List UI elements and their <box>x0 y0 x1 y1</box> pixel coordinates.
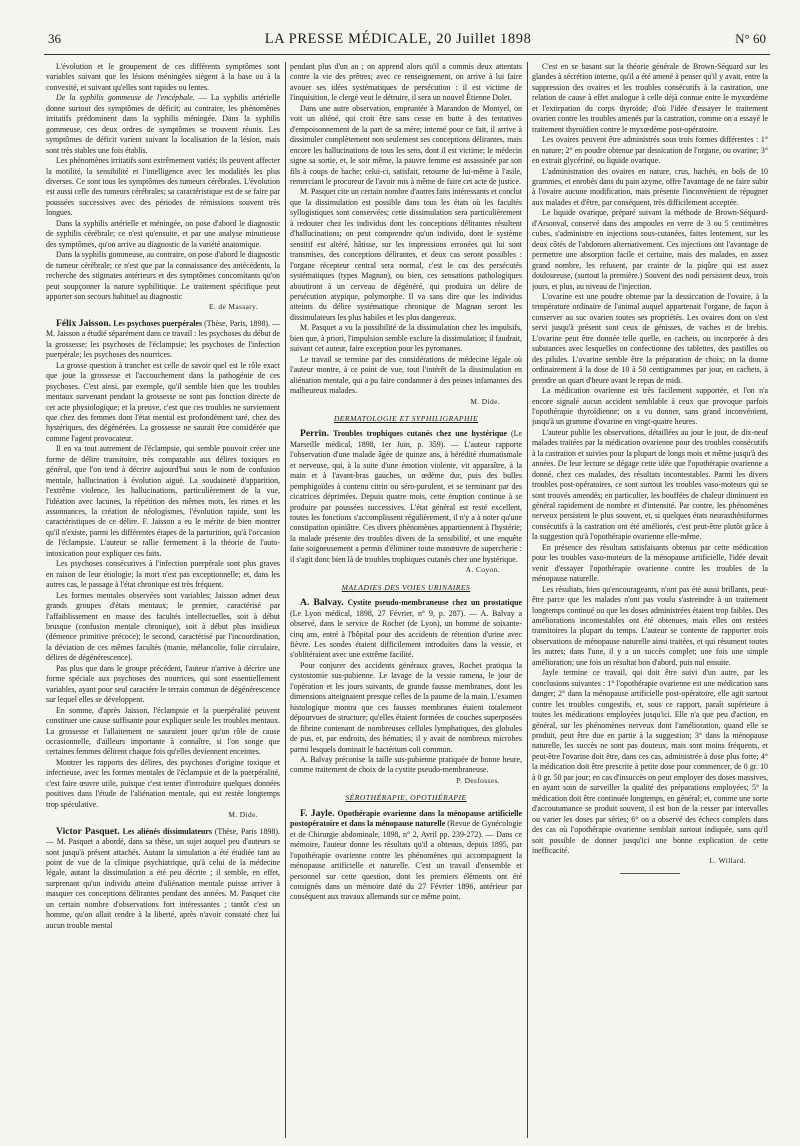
article-heading <box>290 598 522 661</box>
article-title: Troubles trophiques cutanés chez une hystérique <box>333 429 508 439</box>
article-title: Cystite pseudo-membraneuse chez un prostatique <box>347 598 522 608</box>
page-number: 36 <box>48 31 61 46</box>
article-heading <box>46 827 280 932</box>
paragraph: La grosse question à trancher est celle de savoir quel est le rôle exact que joue la grossesse et l'accouchement dans la pathogénie de ces psychoses. C'est ainsi, par exemple, qu'il semble bien que les troubles mentaux survenant pendant la grossesse ne sont pas fonction directe de cet acte physiologique; et la preuve, c'est que ces troubles ne surviennent que chez des femmes dont l'état mental est profondément taré, chez des hystériques, des dégénérées. La grossesse ne saurait être considérée que comme l'agent provocateur. <box>46 360 280 443</box>
paragraph: L'évolution et le groupement de ces différents symptômes sont variables suivant que les lésions méningées siègent à la base ou à la convexité, et suivant qu'elles sont rapides ou lentes. <box>46 62 280 92</box>
article-reference: (Revue de Gynécologie et de Chirurgie abdominale, 1898, n° 2, Avril pp. 239-272). — Dans ce mémoire, l'auteur donne les résultats qu'il a obtenus, depuis 1895, par l'opothérapie ovarienne contre les phénomènes qui accompagnent la ménopause artificielle et naturelle. C'est un travail d'ensemble et personnel sur cette question, dont les premiers éléments ont été consignés dans un mémoire daté du 27 Février 1896, antérieur par conséquent aux travaux allemands sur ce même point. <box>290 819 522 902</box>
signature: L. Willard. <box>709 856 746 866</box>
paragraph: Les résultats, bien qu'encourageants, n'ont pas été aussi brillants, peut-être parce que les malades n'ont pas voulu s'astreindre à un traitement longtemps continué ou que les doses administrées étaient trop faibles. Des améliorations incontestables ont été obtenues, mais elles ont restées transitoires la plupart du temps. L'auteur se contente de rapporter trois observations de ménopause naturelle ainsi traitées, et qui résument toutes les autres; dans l'une, il y a un succès complet; une fois une simple amélioration; une fois un résultat bon d'abord, puis nul ensuite. <box>532 584 768 667</box>
signature: P. Desfosses. <box>456 775 500 785</box>
paragraph: Les psychoses consécutives à l'infection puerpérale sont plus graves en raison de leur étiologie; la mort n'est pas exceptionnelle; et, dans les autres cas, le passage à l'état chronique est très fréquent. <box>46 559 280 590</box>
paragraph: L'auteur publie les observations, détaillées au jour le jour, de dix-neuf malades traitées par la médication ovarienne pour des troubles consécutifs à la castration et suivies pour la plupart de longs mois et même jusqu'à des années. De leur lecture se dégage cette idée que l'opothérapie ovarienne a donné, chez ces malades, des résultats incontestables. Parmi les divers troubles post-opératoires, ce sont surtout les troubles vaso-moteurs qui se sont trouvés amendés; en particulier, les bouffées de chaleur diminuent en général rapidement de nombre et d'intensité. Par contre, les phénomènes nerveux persistent le plus souvent, et, si quelques états neurasthéniformes consécutifs à la castration ont été améliorés, c'est peut-être plutôt grâce à la suggestion qu'à l'opothérapie ovarienne elle-même. <box>532 427 768 542</box>
signature: M. Dide. <box>470 396 500 406</box>
paragraph-text: — La syphilis artérielle donne surtout des symptômes de déficit; au contraire, les phénomènes irritatifs prédominent dans la syphilis méningée. Dans la syphilis gommeuse, ces deux ordres de symptômes se trouvent réunis. Les symptômes de déficit varient suivant la localisation de la lésion, mais sont très stables une fois établis. <box>46 93 280 155</box>
paragraph: Jayle termine ce travail, qui doit être suivi d'un autre, par les conclusions suivantes : 1° l'opothérapie ovarienne est une médication sans danger; 2° dans la ménopause artificielle post-opératoire, elle agit surtout contre les troubles congestifs, et, sous ce rapport, paraît supérieure à toutes les médications employées jusqu'ici. Elle n'a que peu d'action, en général, sur les phénomènes nerveux dont l'amélioration, quand elle se produit, peut être due en partie à la suggestion; 3° dans la ménopause naturelle, les succès ne sont pas douteux, mais sont moins fréquents, et peut-être l'ovarine doit être, dans ces cas, administrée à dose plus forte; 4° la médication doit être prescrite à petite dose pour commencer, de 0 gr. 10 à 0 gr. 50 par jour; en cas d'insuccès on peut employer des doses massives, en ayant soin de surveiller la qualité des préparations employées; 5° la médication doit être continuée longtemps, en général; et, comme une sorte d'accoutumance se produit souvent, il est bon de la cesser par intervalles ou varier les doses par séries; 6° on a observé des échecs complets dans des cas où l'opothérapie ovarienne semblait surtout indiquée, sans qu'il soit possible de donner jusqu'ici une bonne explication de cette inefficacité. <box>532 668 768 855</box>
header-rule <box>44 54 770 55</box>
section-heading: SÉROTHÉRAPIE, OPOTHÉRAPIE <box>345 793 467 803</box>
section-lead: De la syphilis gommeuse de l'encéphale. <box>56 93 195 103</box>
paragraph: En somme, d'après Jaisson, l'éclampsie et la puerpéralité peuvent constituer une cause suffisante pour expliquer seule les troubles mentaux. La grossesse et l'allaitement ne sauraient jouer qu'un rôle de cause occasionnelle, d'ailleurs importante à connaître, si l'on songe que certaines femmes délirent chaque fois qu'elles deviennent enceintes. <box>46 705 280 757</box>
column-divider <box>285 62 286 1138</box>
column-divider <box>527 62 528 1138</box>
paragraph: La médication ovarienne est très facilement supportée, et l'on n'a encore signalé aucun accident semblable à ceux que provoque parfois l'opothérapie thyroïdienne; on a vu donner, sans grand inconvénient, jusqu'à un gramme d'ovarine en vingt-quatre heures. <box>532 386 768 427</box>
article-reference: (Thèse, Paris 1898). — M. Pasquet a abordé, dans sa thèse, un sujet auquel peu d'auteurs se sont jusqu'à présent attachés. Autant la simulation a été étudiée tant au point de vue de la clinique psychiatrique, qu'à celui de la médecine légale, autant la dissimulation a été peu décrite ; il semble, en effet, surprenant qu'un individu atteint d'aliénation mentale puisse arriver à masquer ces conceptions délirantes pendant des années. M. Pasquet cite un certain nombre d'observations fort intéressantes ; tantôt c'est un homme, qu'on allait rendre à la liberté, après n'avoir constaté chez lui aucun trouble mental <box>46 826 280 930</box>
paragraph: Le travail se termine par des considérations de médecine légale où l'auteur montre, à ce point de vue, tout l'intérêt de la dissimulation en aliénation mentale, qui a pu faire condamner à des peines infamantes des malheureux malades. <box>290 354 522 396</box>
article-reference: (Thèse, Paris, 1898). — M. Jaisson a étudié séparément dans ce travail : les psychoses du début de la grossesse; les psychoses de l'éclampsie; les psychoses de l'infection puerpérale; les psychoses des nourrices. <box>46 318 280 360</box>
end-rule <box>620 873 680 874</box>
paragraph: Dans une autre observation, empruntée à Marandon de Montyel, on voit un aliéné, qui croit être sans cesse en butte à des tentatives d'empoisonnement de la part de sa mère; interné pour ce fait, il arrive à dissimuler complètement non seulement ses conceptions délirantes, mais encore les hallucinations de tous les sens, dont il est victime; le médecin signe sa sortie, et, le soir même, la pauvre femme est assassinée par son fils à coups de hache; celui-ci, satisfait, retourne de lui-même à l'asile, remerciant le procureur de l'avoir mis à même de faire cet acte de justice. <box>290 103 522 186</box>
signature: E. de Massary. <box>208 302 258 312</box>
column-1 <box>46 62 280 1136</box>
column-2 <box>290 62 522 1136</box>
paragraph: Dans la syphilis gommeuse, au contraire, on pose d'abord le diagnostic de tumeur cérébrale; ce n'est que par la connaissance des antécédents, la recherche des stigmates antérieurs et des symptômes concomitants qu'on peut soupçonner la nature syphilitique. Le traitement spécifique peut apporter son secours habituel au diagnostic <box>46 250 280 301</box>
article-heading <box>46 319 280 361</box>
signature: M. Dide. <box>228 810 258 820</box>
paragraph: Pas plus que dans le groupe précédent, l'auteur n'arrive à décrire une forme spéciale aux psychoses des nourrices, qui sont essentiellement variables, ayant pour seul caractère le terrain commun de dégénérescence sur lequel elles se développent. <box>46 663 280 705</box>
paragraph: M. Pasquet cite un certain nombre d'autres faits intéressants et conclut que la dissimulation est possible dans tous les états où les facultés syllogistiques sont conservées; cette dissimulation sera particulièrement à redouter chez les individus dont les conceptions délirantes résultent d'hallucinations; on peut comprendre qu'un individu, dont le système sensitif est altéré, hâtisse, sur les impressions erronées qui lui sont transmises, des conceptions délirantes, et deux cas seront possibles : l'organe récepteur central sera normal, c'est le cas des persécutés systématiques (types Magnan), ou bien, ces sensations pathologiques aboutiront à un cerveau de dégénéré, qui produira un délire de persécution atypique, polymorphe. Il va sans dire que les individus atteints du délire systématique chronique de Magnan seront les dissimulateurs les plus habiles et les plus dangereux. <box>290 187 522 322</box>
paragraph: Les formes mentales observées sont variables; Jaisson admet deux grands groupes d'états mentaux; le premier, caractérisé par l'affaiblissement en masse des facultés intellectuelles, soit à début brusque (confusion mentale chronique), soit à début plus insidieux (démence primitive précoce); le second, caractérisé par l'incoordination, la déviation de ces mêmes facultés (manie, mélancolie, folie circulaire, délires de dégénérescence). <box>46 590 280 663</box>
article-title: Opothérapie ovarienne dans la ménopause artificielle postopératoire et dans la ménopause naturelle <box>290 808 522 829</box>
page-header <box>48 31 766 53</box>
paragraph: Le liquide ovarique, préparé suivant la méthode de Brown-Séquard-d'Arsonval, conservé dans des ampoules en verre de 3 ou 5 centimètres cubes, s'administre en injections sous-cutanées, faites lentement, sur les deux côtés de l'abdomen alternativement. Ces injections ont l'avantage de permettre une absorption facile et certaine, mais des malades, en assez grand nombre, les refusent, par crainte de la piqûre qui est assez douloureuse, (surtout la première.) Souvent des nodi persistent deux, trois jours, et plus, au niveau de l'injection. <box>532 208 768 291</box>
signature: A. Coyon. <box>465 565 500 575</box>
journal-title: LA PRESSE MÉDICALE, 20 Juillet 1898 <box>264 31 532 47</box>
article-author: A. Balvay. <box>300 597 344 609</box>
article-reference: (Le Lyon médical, 1898, 27 Février, n° 9, p. 287). — A. Balvay a observé, dans le service de Rochet (de Lyon), un homme de soixante-cinq ans, entré à l'hôpital pour des accidents de rétention d'urine avec fièvre. Les sondes étaient difficilement introduites dans la vessie, et s'oblitéraient avec une extrême facilité. <box>290 608 522 660</box>
paragraph: Les phénomènes irritatifs sont extrêmement variés; ils peuvent affecter la motilité, la sensibilité et l'intelligence avec les modalités les plus diverses. Ce sont tous les symptômes des tumeurs cérébrales. L'évolution est aussi celle des tumeurs cérébrales; sa caractéristique est de se faire par poussées successives avec des périodes de rémissions souvent très longues. <box>46 156 280 218</box>
article-reference: (Le Marseille médical, 1898, 1er Juin, p. 359). — L'auteur rapporte l'observation d'une malade âgée de quinze ans, à hérédité rhumatismale et nerveuse, qui, à la suite d'une émotion violente, vit apparaître, à la main et à l'avant-bras gauches, un œdème dur, puis des bulles pemphigoïdes à contenu citrin ou séro-purulent, et se terminant par des cicatrices déprimées. Depuis quatre mois, cette éruption continue à se produire par poussées successives. L'état général est resté excellent, toutes les fonctions s'accomplissent régulièrement, il n'y a à noter qu'une constipation opiniâtre. Ces divers phénomènes appartiennent à l'hystérie; la malade présente des troubles divers de la sensibilité, et une enquête faite soigneusement a permis d'éliminer toute manœuvre de supercherie : il s'agit donc bien là de troubles trophiques cutanés chez une hystérique. <box>290 429 522 564</box>
section-heading: DERMATOLOGIE ET SYPHILIGRAPHIE <box>333 413 479 423</box>
paragraph: A. Balvay préconise la taille sus-pubienne pratiquée de bonne heure, comme traitement de choix de la cystite pseudo-membraneuse. <box>290 755 522 775</box>
paragraph: Pour conjurer des accidents généraux graves, Rochet pratiqua la cystostomie sus-pubienne. Le lavage de la vessie ramena, le jour de l'opération et les jours suivants, de grande fausse membranes, dont les dimensions atteignaient presque celles de la paume de la main. L'examen histologique montra que ces fausses membranes étaient totalement dépourvues de structure; qu'elles étaient formées de couches superposées de fibrine contenant de nombreuses cellules lymphatiques, des globules de pus, et, par endroits, des hématies; il y avait de nombreux microbes parmi lesquels dominait le bactérium coli commun. <box>290 660 522 754</box>
issue-number: N° 60 <box>735 31 766 46</box>
paragraph: Les ovaires peuvent être administrés sous trois formes différentes : 1° en nature; 2° en poudre obtenue par dessication de l'organe, ou ovarine; 3° en extrait glycériné, ou liquide ovarique. <box>532 135 768 166</box>
paragraph: C'est en se basant sur la théorie générale de Brown-Séquard sur les glandes à sécrétion interne, qu'il a été amené à penser qu'il y avait, entre la suppression des ovaires et les troubles consécutifs à la castration, une relation de cause à effet analogue à celle déjà connue entre le myxœdème et l'extirpation du corps thyroïde; d'où l'idée d'essayer le traitement ovarien contre les troubles amenés par la castration, comme on a essayé le traitement thyroïdien contre le myxœdème post-opératoire. <box>532 62 768 134</box>
article-author: F. Jayle. <box>300 807 335 819</box>
paragraph: Dans la syphilis artérielle et méningée, on pose d'abord le diagnostic de syphilis cérébrale; ce n'est qu'ensuite, et par une analyse minutieuse des symptômes, qu'on arrive au diagnostic de la variété anatomique. <box>46 218 280 249</box>
paragraph: Montrer les rapports des délires, des psychoses d'origine toxique et infectieuse, avec les formes mentales de l'éclampsie et de la puerpéralité, c'est faire œuvre utile, puisque c'est tenter d'introduire quelques données positives dans l'étude de l'aliénation mentale, qui est restée longtemps trop spéculative. <box>46 757 280 809</box>
article-heading <box>290 429 522 565</box>
article-heading <box>290 809 522 903</box>
paragraph: L'administration des ovaires en nature, crus, hachés, en bols de 10 grammes, et enrobés dans du pain azyme, offre l'avantage de ne faire subir à l'ovaire aucune modification, mais présente l'inconvénient de répugner aux malades et d'être, par conséquent, très difficilement acceptée. <box>532 166 768 207</box>
paragraph: L'ovarine est une poudre obtenue par la dessiccation de l'ovaire, à la température ordinaire de l'animal auquel appartenait l'organe, de façon à conserver au suc ovarien toutes ses propriétés. Les ovaires dont on s'est servi jusqu'à présent sont ceux de génisses, de vaches et de brebis. L'ovarine peut être donnée telle quelle, en cachets, ou incorporée à des substances avec lesquelles on confectionne des tablettes, des pastilles ou des pilules. L'ovarine semble être la préparation de choix; on la donne ordinairement à la dose de 10 à 50 centigrammes par jour, en cachets, à prendre un quart d'heure avant le repas de midi. <box>532 291 768 385</box>
column-3 <box>532 62 768 1136</box>
paragraph: M. Pasquet a vu la possibilité de la dissimulation chez les impulsifs, bien que, à priori, l'impulsion semble exclure la dissimulation; il faudrait, suivant cet auteur, faire exception pour les pyromanes. <box>290 323 522 354</box>
article-author: Félix Jaisson. <box>56 317 112 329</box>
section-heading: MALADIES DES VOIES URINAIRES <box>341 582 471 592</box>
paragraph <box>46 93 280 156</box>
paragraph: Il en va tout autrement de l'éclampsie, qui semble pouvoir créer une forme de délire transitoire, très comparable aux délires toxiques en général, que l'on tend à décrire aujourd'hui sous le nom de confusion mentale, hallucination à évolution aiguë. La soudaineté d'apparition, l'extrême violence, les hallucinations, particulièrement de la vue, l'idéation avec lacunes, la répétition des mêmes mots, les rimes et les assonnances, la création de néologismes, l'évolution rapide, sont les caractéristiques de ce délire. F. Jaisson a eu le mérite de bien montrer qu'il n'existe, parmi les différentes étapes de la parturition, qu'à l'occasion de l'éclampsie. L'auteur se rallie fermement à la théorie de l'auto-intoxication pour expliquer ces faits. <box>46 444 280 558</box>
paragraph: pendant plus d'un an ; on apprend alors qu'il a commis deux attentats contre la vie des prêtres; avec ce renseignement, on arrive à lui faire avouer ses idées systématiques de persécution : il est victime de l'inquisition, le clergé veut le détruire, il sera un nouvel Étienne Dolet. <box>290 62 522 103</box>
article-author: Perrin. <box>300 428 330 440</box>
paragraph: En présence des résultats satisfaisants obtenus par cette médication pour les troubles vaso-moteurs de la ménopause artificielle, l'idée devait venir d'essayer l'opothérapie ovarienne contre les troubles de la ménopause naturelle. <box>532 542 768 584</box>
article-author: Victor Pasquet. <box>56 825 120 837</box>
article-title: Les psychoses puerpérales <box>113 318 203 328</box>
article-title: Les aliénés dissimulateurs <box>122 826 212 836</box>
